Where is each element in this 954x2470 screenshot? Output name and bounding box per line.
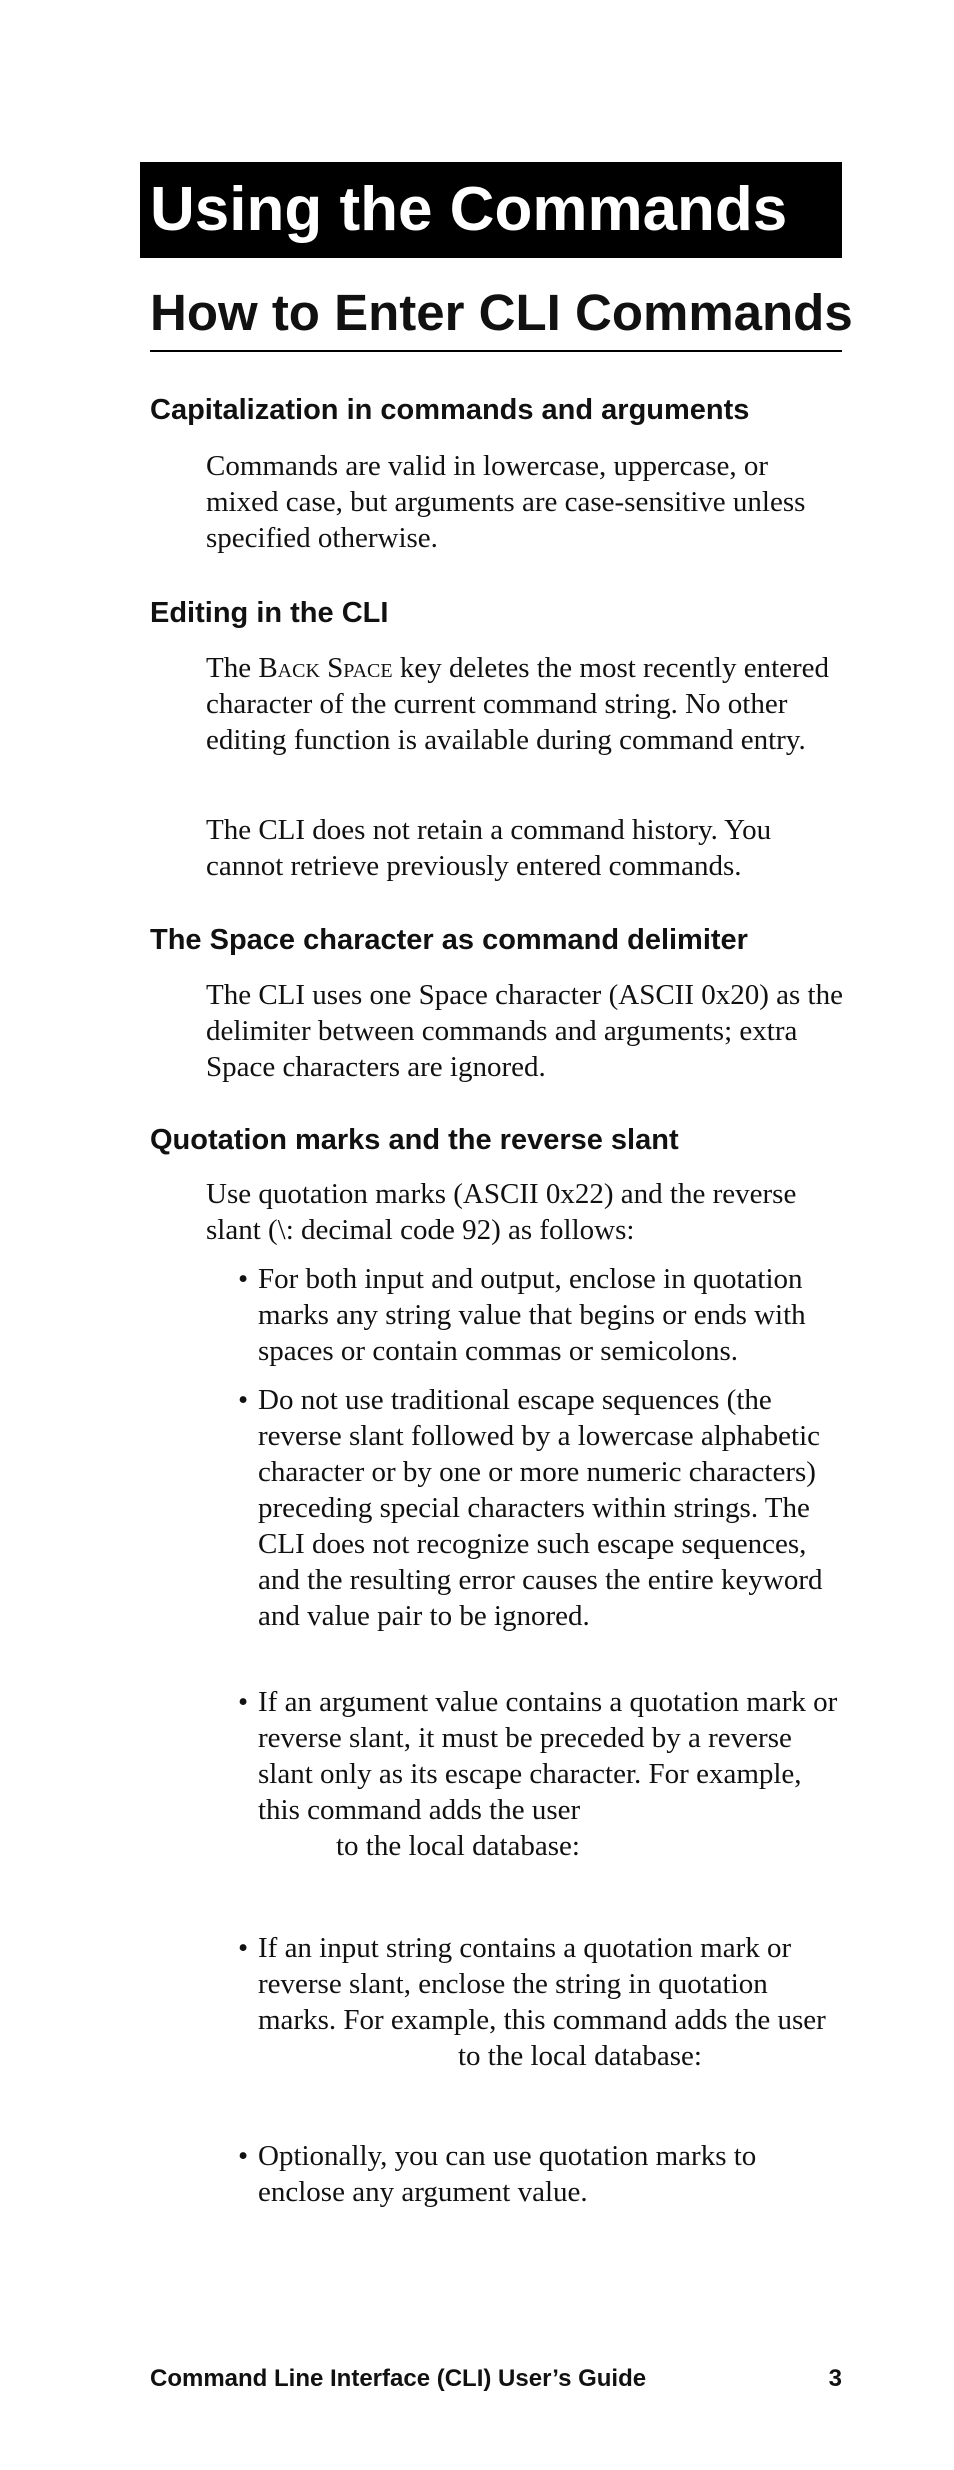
backspace-key-label: Back Space	[258, 652, 393, 684]
list-item	[238, 1382, 848, 1634]
list-item-text-post: to the local database:	[336, 1830, 580, 1862]
paragraph-backspace-pre: The	[206, 652, 259, 684]
paragraph-backspace	[206, 650, 846, 758]
paragraph-history: The CLI does not retain a command history. You cannot retrieve previously entered commands.	[206, 814, 772, 882]
subheading-quotation-marks: Quotation marks and the reverse slant	[150, 1124, 679, 1156]
list-item-text-post: to the local database:	[458, 2040, 702, 2072]
list-item-text: For both input and output, enclose in quotation marks any string value that begins or ends with spaces or contain commas or semicolons.	[258, 1263, 806, 1367]
subheading-capitalization: Capitalization in commands and arguments	[150, 394, 750, 426]
bullet-marker: •	[238, 1384, 249, 1416]
paragraph-space-delimiter: The CLI uses one Space character (ASCII 0x20) as the delimiter between commands and arguments; extra Space characters are ignored.	[206, 979, 843, 1083]
page-number: 3	[828, 2365, 842, 2392]
bullet-marker: •	[238, 2140, 249, 2172]
list-item-text-pre: If an argument value contains a quotation mark or reverse slant, it must be preceded by a reverse slant only as its escape character. For example, this command adds the user	[258, 1686, 838, 1826]
list-item-text: Optionally, you can use quotation marks to enclose any argument value.	[258, 2140, 757, 2208]
bullet-marker: •	[238, 1263, 249, 1295]
list-item	[238, 2138, 848, 2210]
list-item	[238, 1261, 848, 1369]
list-item-text	[258, 1684, 848, 1864]
paragraph-capitalization: Commands are valid in lowercase, uppercase, or mixed case, but arguments are case-sensitive unless specified otherwise.	[206, 450, 806, 554]
list-item	[238, 1930, 848, 2074]
list-item	[238, 1684, 848, 1864]
section-title: How to Enter CLI Commands	[150, 284, 853, 341]
paragraph-backspace-post: key deletes the most recently entered character of the current command string. No other editing function is available during command entry.	[206, 652, 830, 756]
subheading-space-delimiter: The Space character as command delimiter	[150, 924, 748, 956]
chapter-title: Using the Commands	[140, 162, 842, 258]
list-item-text: Do not use traditional escape sequences (the reverse slant followed by a lowercase alphabetic character or by one or more numeric characters) preceding special characters within strings. The CLI does not recognize such escape sequences, and the resulting error causes the entire keyword and value pair to be ignored.	[258, 1384, 823, 1632]
paragraph-quotation-intro: Use quotation marks (ASCII 0x22) and the reverse slant (\: decimal code 92) as follows:	[206, 1178, 797, 1246]
section-divider	[150, 350, 842, 352]
subheading-editing: Editing in the CLI	[150, 597, 389, 629]
list-item-text	[258, 1930, 848, 2074]
footer-title: Command Line Interface (CLI) User’s Guide	[150, 2365, 647, 2392]
bullet-marker: •	[238, 1686, 249, 1718]
bullet-marker: •	[238, 1932, 249, 1964]
list-item-text-pre: If an input string contains a quotation mark or reverse slant, enclose the string in quotation marks. For example, this command adds the user	[258, 1932, 826, 2036]
